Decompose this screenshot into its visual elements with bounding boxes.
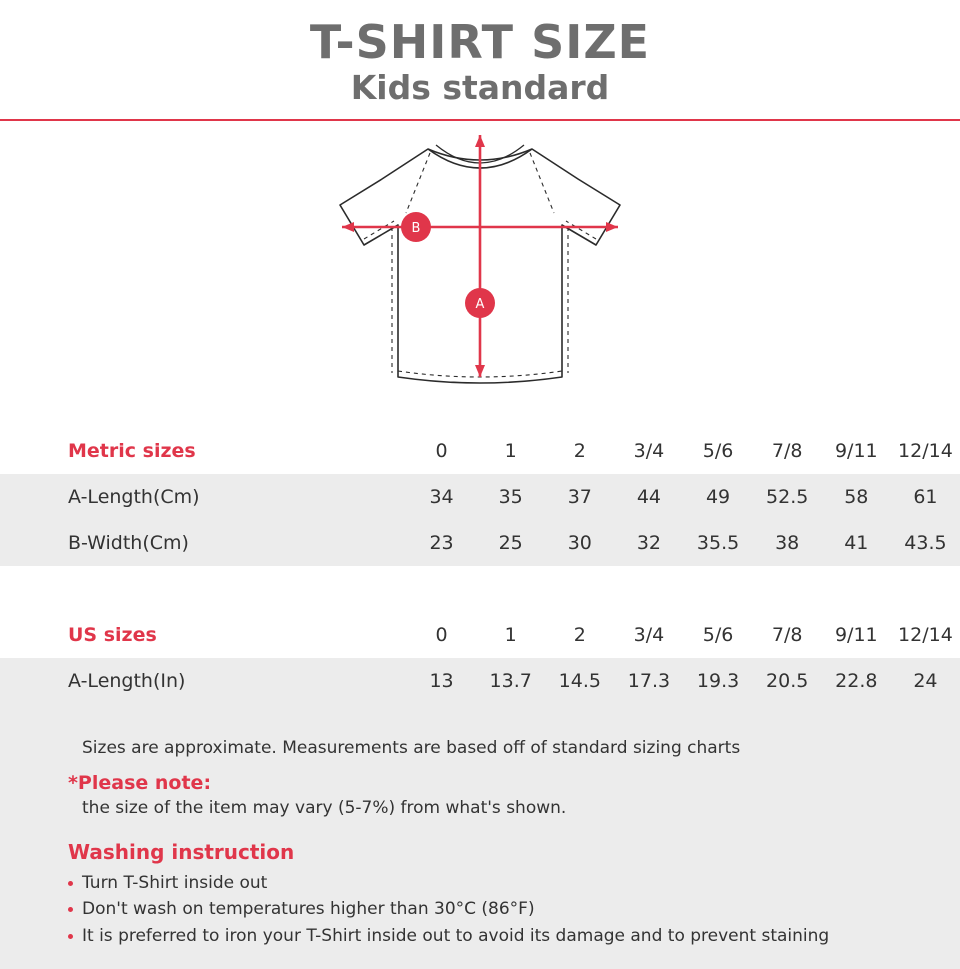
metric-width-4: 35.5 — [684, 520, 753, 566]
metric-size-4: 5/6 — [684, 428, 753, 474]
table-row — [0, 658, 960, 704]
table-row — [0, 520, 960, 566]
list-item: It is preferred to iron your T-Shirt inside out to avoid its damage and to prevent staining — [68, 923, 920, 949]
washing-instruction-list — [40, 870, 920, 949]
metric-width-7: 43.5 — [891, 520, 960, 566]
metric-size-3: 3/4 — [614, 428, 683, 474]
metric-length-6: 58 — [822, 474, 891, 520]
metric-width-5: 38 — [753, 520, 822, 566]
us-size-1: 1 — [476, 612, 545, 658]
notes-section — [0, 716, 960, 969]
size-tables — [0, 428, 960, 750]
label-a-text: A — [475, 296, 485, 312]
metric-size-table — [0, 428, 960, 750]
metric-size-7: 12/14 — [891, 428, 960, 474]
metric-length-1: 35 — [476, 474, 545, 520]
metric-header-label: Metric sizes — [0, 428, 407, 474]
us-size-2: 2 — [545, 612, 614, 658]
metric-length-5: 52.5 — [753, 474, 822, 520]
tshirt-illustration — [320, 127, 640, 397]
metric-length-0: 34 — [407, 474, 476, 520]
us-size-0: 0 — [407, 612, 476, 658]
table-row — [0, 428, 960, 474]
please-note-heading: *Please note: — [68, 772, 212, 794]
page-subtitle: Kids standard — [350, 68, 610, 108]
please-note-text: the size of the item may vary (5-7%) from what's shown. — [82, 798, 567, 818]
list-item: Don't wash on temperatures higher than 30°C (86°F) — [68, 896, 920, 922]
us-length-6: 22.8 — [822, 658, 891, 704]
metric-length-4: 49 — [684, 474, 753, 520]
metric-size-1: 1 — [476, 428, 545, 474]
metric-width-3: 32 — [614, 520, 683, 566]
us-size-3: 3/4 — [614, 612, 683, 658]
metric-size-6: 9/11 — [822, 428, 891, 474]
metric-length-2: 37 — [545, 474, 614, 520]
metric-length-7: 61 — [891, 474, 960, 520]
header — [0, 0, 960, 121]
metric-width-6: 41 — [822, 520, 891, 566]
us-length-1: 13.7 — [476, 658, 545, 704]
us-length-3: 17.3 — [614, 658, 683, 704]
us-length-7: 24 — [891, 658, 960, 704]
page-title: T-SHIRT SIZE — [309, 15, 651, 69]
metric-size-0: 0 — [407, 428, 476, 474]
metric-size-5: 7/8 — [753, 428, 822, 474]
us-length-0: 13 — [407, 658, 476, 704]
metric-width-1: 25 — [476, 520, 545, 566]
washing-instruction-heading: Washing instruction — [68, 840, 295, 864]
table-row — [0, 612, 960, 658]
metric-length-3: 44 — [614, 474, 683, 520]
us-size-7: 12/14 — [891, 612, 960, 658]
metric-width-0: 23 — [407, 520, 476, 566]
list-item: Turn T-Shirt inside out — [68, 870, 920, 896]
approx-note: Sizes are approximate. Measurements are based off of standard sizing charts — [82, 738, 741, 758]
us-size-5: 7/8 — [753, 612, 822, 658]
table-row — [0, 474, 960, 520]
label-b-text: B — [411, 220, 421, 236]
metric-size-2: 2 — [545, 428, 614, 474]
metric-width-2: 30 — [545, 520, 614, 566]
us-length-5: 20.5 — [753, 658, 822, 704]
us-header-label: US sizes — [0, 612, 407, 658]
us-size-6: 9/11 — [822, 612, 891, 658]
table-spacer — [0, 566, 960, 612]
metric-width-label: B-Width(Cm) — [0, 520, 407, 566]
us-length-4: 19.3 — [684, 658, 753, 704]
us-size-4: 5/6 — [684, 612, 753, 658]
us-length-2: 14.5 — [545, 658, 614, 704]
tshirt-diagram — [0, 121, 960, 406]
metric-length-label: A-Length(Cm) — [0, 474, 407, 520]
us-length-label: A-Length(In) — [0, 658, 407, 704]
